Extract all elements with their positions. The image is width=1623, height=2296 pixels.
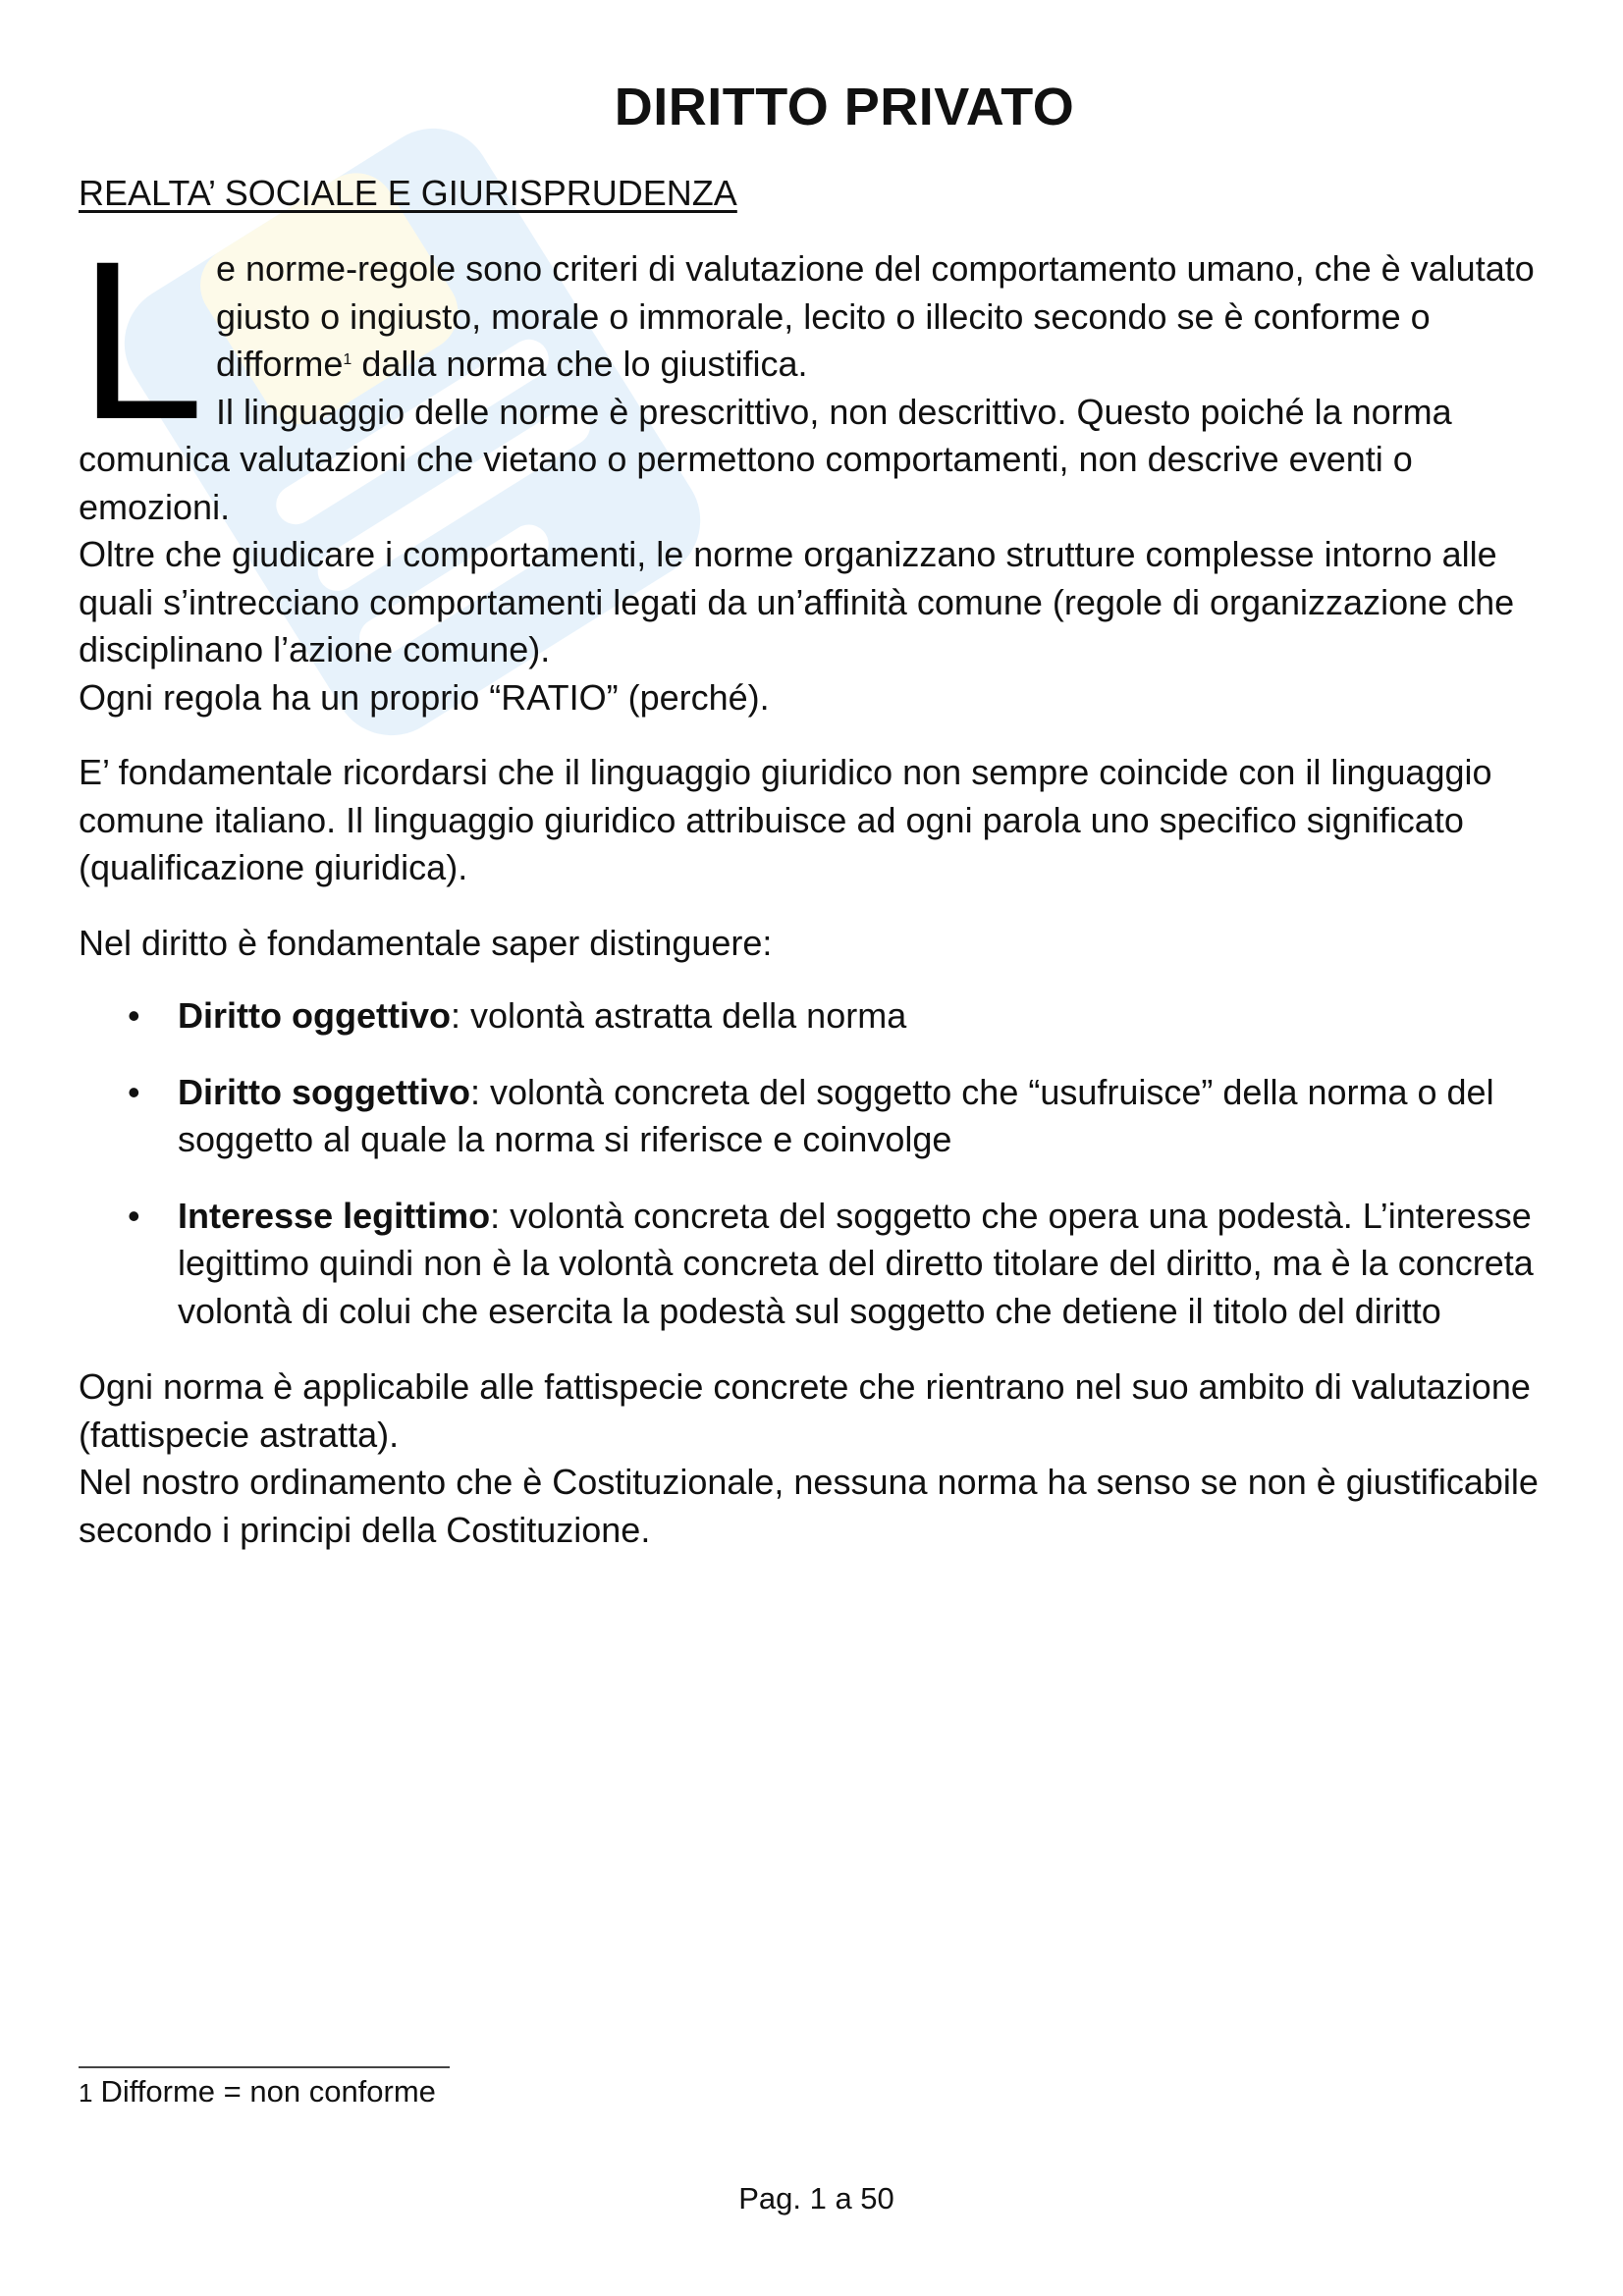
footnote-reference[interactable]: 1 — [343, 351, 352, 368]
paragraph-intro-text: e norme-regole sono criteri di valutazione del comportamento umano, che è valutato giusto o ingiusto, morale o immorale, lecito o illecito secondo se è conforme o difforme — [216, 248, 1535, 384]
paragraph-distinguish: Nel diritto è fondamentale saper distinguere: — [79, 922, 773, 963]
list-item — [79, 1193, 1551, 1336]
definitions-list — [79, 992, 1551, 1335]
paragraph-intro — [79, 245, 1551, 389]
paragraph-legal-language: E’ fondamentale ricordarsi che il linguaggio giuridico non sempre coincide con il linguaggio comune italiano. Il linguaggio giuridico attribuisce ad ogni parola uno specifico significato (qualificazione giuridica). — [79, 752, 1492, 887]
footnote-divider — [79, 2066, 450, 2068]
list-item — [79, 992, 1551, 1041]
paragraph-fattispecie: Ogni norma è applicabile alle fattispecie concrete che rientrano nel suo ambito di valutazione (fattispecie astratta). — [79, 1366, 1531, 1455]
bullet-icon: • — [128, 995, 140, 1036]
paragraph-language: Il linguaggio delle norme è prescrittivo, non descrittivo. Questo poiché la norma comunica valutazioni che vietano o permettono comportamenti, non descrive eventi o emozioni. — [79, 391, 1452, 527]
drop-cap: L — [79, 214, 204, 466]
bullet-icon: • — [128, 1071, 140, 1112]
definition-term: Diritto oggettivo — [178, 995, 451, 1036]
definition-text: : volontà concreta del soggetto che opera una podestà. L’interesse legittimo quindi non è la volontà concreta del diretto titolare del diritto, ma è la concreta volontà di colui che esercita la podestà sul soggetto che detiene il titolo del diritto — [178, 1195, 1534, 1331]
paragraph-costituzione: Nel nostro ordinamento che è Costituzionale, nessuna norma ha senso se non è giustificabile secondo i principi della Costituzione. — [79, 1462, 1539, 1550]
footnote-text: Difforme = non conforme — [100, 2074, 436, 2109]
paragraph-ratio: Ogni regola ha un proprio “RATIO” (perché). — [79, 676, 770, 718]
definition-text: : volontà astratta della norma — [450, 995, 907, 1036]
list-item — [79, 1069, 1551, 1164]
definition-term: Interesse legittimo — [178, 1195, 491, 1236]
definition-term: Diritto soggettivo — [178, 1071, 470, 1112]
document-body — [79, 214, 1551, 1554]
definition-text: : volontà concreta del soggetto che “usufruisce” della norma o del soggetto al quale la norma si riferisce e coinvolge — [178, 1071, 1494, 1159]
paragraph-intro-tail: dalla norma che lo giustifica. — [352, 344, 808, 384]
page-number: Pag. 1 a 50 — [738, 2181, 894, 2216]
footnote — [79, 2074, 436, 2109]
section-heading: REALTA’ SOCIALE E GIURISPRUDENZA — [79, 173, 737, 213]
footnote-number: 1 — [79, 2078, 93, 2108]
bullet-icon: • — [128, 1195, 140, 1236]
page-title: DIRITTO PRIVATO — [614, 78, 1075, 136]
paragraph-organization: Oltre che giudicare i comportamenti, le norme organizzano strutture complesse intorno alle quali s’intrecciano comportamenti legati da un’affinità comune (regole di organizzazione che disciplinano l’azione comune). — [79, 534, 1515, 669]
